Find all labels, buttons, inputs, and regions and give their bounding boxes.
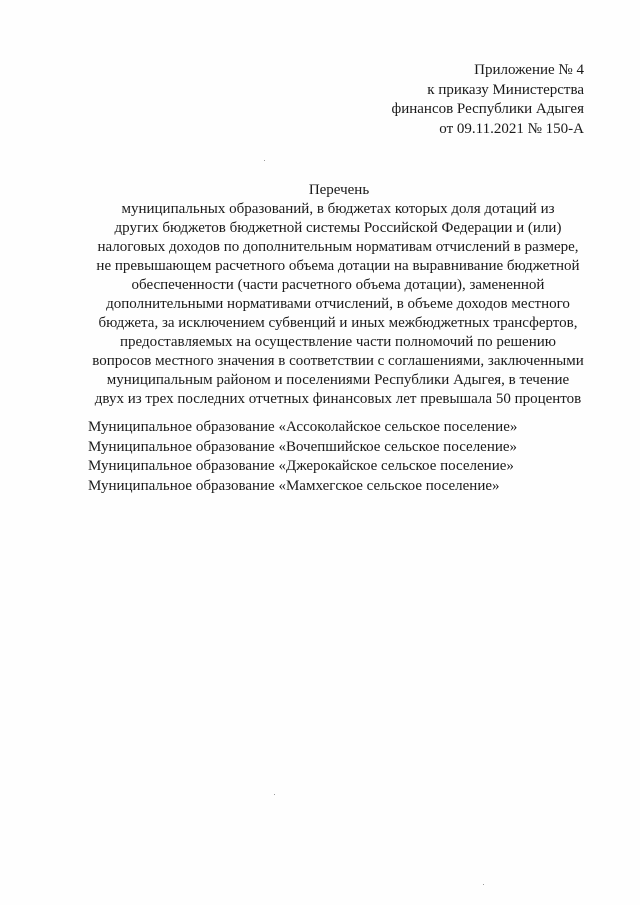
intro-line: других бюджетов бюджетной системы Российской Федерации и (или) xyxy=(114,220,562,236)
intro-line: обеспеченности (части расчетного объема дотации), замененной xyxy=(131,277,545,293)
document-intro xyxy=(88,200,588,409)
list-item: Муниципальное образование «Вочепшийское сельское поселение» xyxy=(88,438,518,455)
intro-line: муниципальных образований, в бюджетах которых доля дотаций из xyxy=(121,201,555,217)
intro-line: налоговых доходов по дополнительным нормативам отчислений в размере, xyxy=(97,239,579,255)
list-item: Муниципальное образование «Ассоколайское сельское поселение» xyxy=(88,419,518,435)
appendix-line: к приказу Министерства xyxy=(427,81,584,98)
municipality-list xyxy=(88,418,517,496)
scan-speck xyxy=(483,884,484,885)
document-title: Перечень xyxy=(308,182,370,198)
appendix-line: Приложение № 4 xyxy=(474,62,584,78)
scan-speck xyxy=(264,160,265,161)
intro-line: бюджета, за исключением субвенций и иных межбюджетных трансфертов, xyxy=(98,315,578,331)
intro-line: двух из трех последних отчетных финансовых лет превышала 50 процентов xyxy=(94,391,582,407)
appendix-line: от 09.11.2021 № 150-А xyxy=(439,120,584,137)
intro-line: дополнительными нормативами отчислений, в объеме доходов местного xyxy=(106,296,570,312)
intro-line: не превышающем расчетного объема дотации на выравнивание бюджетной xyxy=(96,258,580,274)
intro-line: вопросов местного значения в соответствии с соглашениями, заключенными xyxy=(92,353,584,369)
intro-line: предоставляемых на осуществление части полномочий по решению xyxy=(120,334,556,350)
list-item: Муниципальное образование «Мамхегское сельское поселение» xyxy=(88,477,500,494)
appendix-line: финансов Республики Адыгея xyxy=(391,101,584,117)
intro-line: муниципальным районом и поселениями Республики Адыгея, в течение xyxy=(106,372,570,388)
appendix-header xyxy=(391,61,584,139)
scan-speck xyxy=(274,794,275,795)
list-item: Муниципальное образование «Джерокайское сельское поселение» xyxy=(88,458,514,474)
